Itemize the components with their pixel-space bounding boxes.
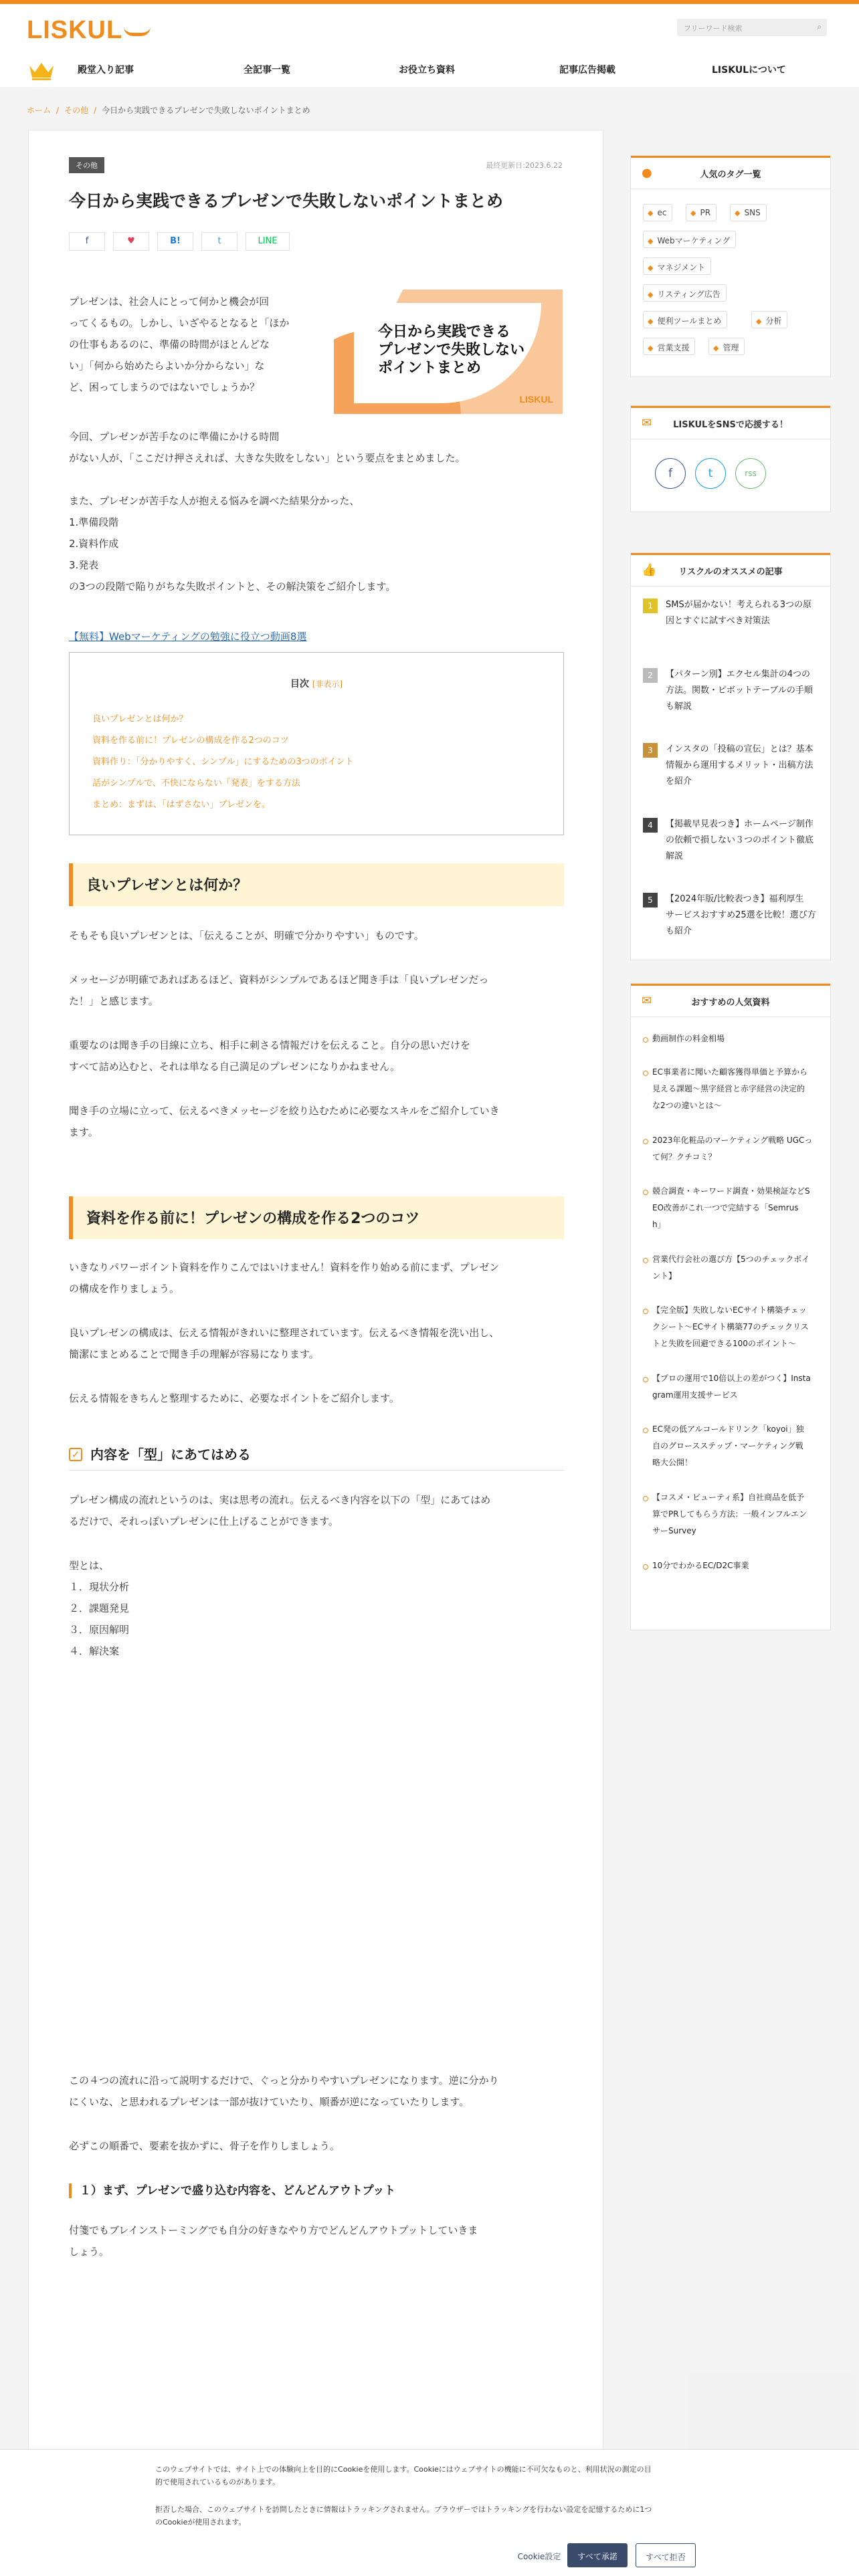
sidebar-sns: ✉ LISKULをSNSで応援する！ f t rss <box>630 405 831 512</box>
section-heading: 良いプレゼンとは何か？ <box>69 863 564 906</box>
tag-icon: ◆ <box>648 237 654 245</box>
tag-icon: ◆ <box>648 317 654 326</box>
resource-link[interactable]: EC発の低アルコールドリンク「koyoi」独 自のグロースステップ・マーケティング戦 略大公開！ <box>643 1421 820 1471</box>
share-line-button[interactable]: LINE <box>246 232 290 251</box>
paragraph: いきなりパワーポイント資料を作りこんではいけません！資料を作り始める前にまず、プレゼン の構成を作りましょう。 <box>69 1261 500 1295</box>
types-list: 型とは、 １．現状分析 ２．課題発見 ３．原因解明 ４．解決案 <box>69 1560 130 1657</box>
cookie-accept-all-button[interactable]: すべて承諾 <box>567 2543 628 2567</box>
tag-item[interactable]: ◆ 分析 <box>751 311 787 328</box>
toc-toggle[interactable]: [非表示] <box>312 679 343 689</box>
share-hatena-button[interactable]: B! <box>157 232 193 251</box>
tag-icon: ◆ <box>713 344 719 352</box>
search-icon[interactable]: ⌕ <box>817 22 822 31</box>
ranking-item[interactable]: 3 インスタの「投稿の宣伝」とは？基本 情報から運用するメリット・出稿方法 を紹介 <box>643 742 820 802</box>
resource-link[interactable]: 【プロの運用で10倍以上の差がつく】Insta gram運用支援サービス <box>643 1370 820 1404</box>
paragraph: 必ずこの順番で、要素を抜かずに、骨子を作りしましょう。 <box>69 2140 340 2152</box>
sidebar-popular-resources: ✉ おすすめの人気資料 動画制作の料金相場 EC事業者に聞いた顧客獲得単価と予算から 見える課題〜黒字経営と赤字経営の決定的 な2つの違いとは〜 2023年化粧品のマーケティング戦略 UGCっ て何？クチコミ？ 競合調査・キーワード調査・効果検証などS EO改善がこれ一つで完結する「Semrus h」 営業代行会社の選び方【5つのチェックポイ ント】 【完全版】失敗しないECサイト構築チェッ クシート〜ECサイト構築77のチェックリス トと失敗を回避できる100のポイント〜 【プロの運用で10倍以上の差がつく】Insta gram運用支援サービス EC発の低アルコールドリンク「koyoi」独 自のグロースステップ・マーケティング戦 略大公開！ 【コスメ・ビューティ系】自社商品を低予 算でPRしてもらう方法：一般インフルエン サーSurvey 10分でわかるEC/D2C事業 <box>630 983 831 1630</box>
tag-icon: ◆ <box>648 290 654 299</box>
paragraph: 伝える情報をきちんと整理するために、必要なポイントをご紹介します。 <box>69 1392 399 1404</box>
checkbox-icon: ✓ <box>69 1448 82 1461</box>
section-heading: 資料を作る前に！プレゼンの構成を作る2つのコツ <box>69 1196 564 1239</box>
site-header <box>0 4 859 87</box>
cookie-banner <box>0 2449 859 2576</box>
promo-video-link[interactable]: 【無料】Webマーケティングの勉強に役立つ動画8選 <box>69 631 307 643</box>
ranking-item[interactable]: 5 【2024年版/比較表つき】福利厚生 サービスおすすめ25選を比較！選び方 も紹介 <box>643 891 820 952</box>
tag-icon: ◆ <box>648 209 654 217</box>
cookie-text: 拒否した場合、このウェブサイトを訪問したときに情報はトラッキングされません。ブラウザーではトラッキングを行わない設定を記憶するために1つ のCookieが使用されます。 <box>155 2505 652 2527</box>
cookie-reject-all-button[interactable]: すべて拒否 <box>636 2543 696 2567</box>
tag-item[interactable]: ◆ PR <box>686 204 717 221</box>
facebook-icon[interactable]: f <box>655 458 686 489</box>
tag-item[interactable]: ◆ 便利ツールまとめ <box>643 311 727 328</box>
tag-item[interactable]: ◆ リスティング広告 <box>643 284 727 302</box>
toc-item[interactable]: 資料作り：「分かりやすく、シンプル」にするための3つのポイント <box>92 757 354 767</box>
step-heading: １）まず、プレゼンで盛り込む内容を、どんどんアウトプット <box>69 2183 564 2198</box>
hero-image: 今日から実践できる プレゼンで失敗しない ポイントまとめ LISKUL <box>334 290 563 414</box>
paragraph: また、プレゼンが苦手な人が抱える悩みを調べた結果分かった、 1.準備段階 2.資料作成 3.発表 の3つの段階で陥りがちな失敗ポイントと、その解決策をご紹介します。 <box>69 495 396 593</box>
hero-logo: LISKUL <box>519 394 553 405</box>
ranking-item[interactable]: 1 SMSが届かない！考えられる3つの原 因とすぐに試すべき対策法 <box>643 597 820 651</box>
toc-item[interactable]: 話がシンプルで、不快にならない「発表」をする方法 <box>92 778 300 788</box>
resource-link[interactable]: 営業代行会社の選び方【5つのチェックポイ ント】 <box>643 1251 820 1285</box>
twitter-icon[interactable]: t <box>695 458 726 489</box>
nav-resources[interactable]: お役立ち資料 <box>399 65 455 76</box>
intro-paragraph: プレゼンは、社会人にとって何かと機会が回 ってくるもの。しかし、いざやるとなると「ほか の仕事もあるのに、準備の時間がほとんどな い」「何から始めたらよいか分からない」な ど、困ってしまうのではないでしょうか？ <box>69 296 290 393</box>
tag-icon: ◆ <box>735 209 741 217</box>
tag-icon: ◆ <box>690 209 696 217</box>
resource-link[interactable]: 【完全版】失敗しないECサイト構築チェッ クシート〜ECサイト構築77のチェックリス トと失敗を回避できる100のポイント〜 <box>643 1302 820 1352</box>
paragraph: 重要なのは聞き手の目線に立ち、相手に刺さる情報だけを伝えること。自分の思いだけを すべて詰め込むと、それは単なる自己満足のプレゼンになりかねません。 <box>69 1039 471 1073</box>
tag-item[interactable]: ◆ Webマーケティング <box>643 231 736 248</box>
tag-item[interactable]: ◆ マネジメント <box>643 257 711 275</box>
nav-ad-placement[interactable]: 記事広告掲載 <box>559 65 615 76</box>
crown-icon <box>28 60 55 80</box>
rss-icon[interactable]: rss <box>735 458 766 489</box>
article-title: 今日から実践できるプレゼンで失敗しないポイントまとめ <box>69 191 504 211</box>
breadcrumb-current: 今日から実践できるプレゼンで失敗しないポイントまとめ <box>102 106 310 115</box>
updated-date: 最終更新日:2023.6.22 <box>486 161 563 170</box>
nav-about[interactable]: LISKULについて <box>712 65 786 76</box>
resource-link[interactable]: 10分でわかるEC/D2C事業 <box>643 1558 820 1574</box>
breadcrumb-home[interactable]: ホーム <box>27 106 52 115</box>
resource-link[interactable]: 動画制作の料金相場 <box>643 1031 820 1047</box>
tag-icon: ◆ <box>648 344 654 352</box>
toc-item[interactable]: まとめ：まずは、「はずさない」プレゼンを。 <box>92 800 270 810</box>
global-nav <box>0 53 859 87</box>
paragraph: 聞き手の立場に立って、伝えるべきメッセージを絞り込むために必要なスキルをご紹介していき ます。 <box>69 1105 500 1138</box>
tag-item[interactable]: ◆ ec <box>643 204 672 221</box>
share-twitter-button[interactable]: t <box>201 232 237 251</box>
resource-link[interactable]: 【コスメ・ビューティ系】自社商品を低予 算でPRしてもらう方法：一般インフルエン サーSurvey <box>643 1489 820 1539</box>
nav-hall-of-fame[interactable]: 殿堂入り記事 <box>78 65 134 76</box>
share-pocket-button[interactable]: ♥ <box>113 232 149 251</box>
category-badge[interactable]: その他 <box>69 157 104 173</box>
nav-all-articles[interactable]: 全記事一覧 <box>244 65 290 76</box>
resource-link[interactable]: 競合調査・キーワード調査・効果検証などS EO改善がこれ一つで完結する「Semrus h」 <box>643 1183 820 1233</box>
paragraph: メッセージが明確であればあるほど、資料がシンプルであるほど聞き手は「良いプレゼンだっ た！」と感じます。 <box>69 974 489 1007</box>
sidebar-ranking: 👍 リスクルのオススメの記事 1 SMSが届かない！考えられる3つの原 因とすぐに試すべき対策法 2 【パターン別】エクセル集計の4つの 方法。関数・ピボットテーブルの手順 も解説 3 インスタの「投稿の宣伝」とは？基本 情報から運用するメリット・出稿方法 を紹介 4 【掲載早見表つき】ホームページ制作 の依頼で損しない３つのポイント徹底 解説 5 【2024年版/比較表つき】福利厚生 サービスおすすめ25選を比較！選び方 も紹介 <box>630 552 831 960</box>
breadcrumb: ホーム / その他 / 今日から実践できるプレゼンで失敗しないポイントまとめ <box>27 106 310 115</box>
sidebar-tags: ● 人気のタグ一覧 ◆ ec ◆ PR ◆ SNS ◆ Webマーケティング ◆ マネジメント ◆ リスティング広告 ◆ 便利ツールまとめ ◆ 分析 ◆ 営業支援 ◆ 管理 <box>630 155 831 377</box>
paragraph: そもそも良いプレゼンとは、「伝えることが、明確で分かりやすい」ものです。 <box>69 930 424 942</box>
search-input[interactable]: フリーワード検索 ⌕ <box>677 19 827 36</box>
paragraph: プレゼン構成の流れというのは、実は思考の流れ。伝えるべき内容を以下の「型」にあてはめ るだけで、それっぽいプレゼンに仕上げることができます。 <box>69 1494 491 1527</box>
resource-link[interactable]: 2023年化粧品のマーケティング戦略 UGCっ て何？クチコミ？ <box>643 1132 820 1166</box>
thumbs-up-icon: 👍 <box>642 563 657 577</box>
tag-item[interactable]: ◆ 管理 <box>708 338 745 355</box>
table-of-contents: 目次 [非表示] 良いプレゼンとは何か？ 資料を作る前に！プレゼンの構成を作る2つのコツ 資料作り：「分かりやすく、シンプル」にするための3つのポイント 話がシンプルで、不快にならない「発表」をする方法 まとめ：まずは、「はずさない」プレゼンを。 <box>69 652 564 835</box>
paragraph: 今回、プレゼンが苦手なのに準備にかける時間 がない人が、「ここだけ押さえれば、大きな失敗をしない」という要点をまとめました。 <box>69 431 466 464</box>
article-main <box>28 130 603 2576</box>
cookie-settings-button[interactable]: Cookie設定 <box>517 2552 561 2561</box>
tag-icon: ● <box>642 166 652 180</box>
toc-item[interactable]: 資料を作る前に！プレゼンの構成を作る2つのコツ <box>92 736 289 746</box>
mail-icon: ✉ <box>642 994 652 1008</box>
tag-item[interactable]: ◆ SNS <box>730 204 767 221</box>
site-logo[interactable]: LISKUL <box>27 16 151 45</box>
ranking-item[interactable]: 4 【掲載早見表つき】ホームページ制作 の依頼で損しない３つのポイント徹底 解説 <box>643 817 820 877</box>
share-facebook-button[interactable]: f <box>69 232 105 251</box>
paragraph: この４つの流れに沿って説明するだけで、ぐっと分かりやすいプレゼンになります。逆に分かり にくいな、と思われるプレゼンは一部が抜けていたり、順番が逆になっていたりします。 <box>69 2074 499 2108</box>
resource-link[interactable]: EC事業者に聞いた顧客獲得単価と予算から 見える課題〜黒字経営と赤字経営の決定的 な2つの違いとは〜 <box>643 1064 820 1114</box>
paragraph: 付箋でもブレインストーミングでも自分の好きなやり方でどんどんアウトプットしていきま しょう。 <box>69 2224 478 2258</box>
tag-icon: ◆ <box>648 263 654 272</box>
toc-item[interactable]: 良いプレゼンとは何か？ <box>92 714 188 724</box>
tag-item[interactable]: ◆ 営業支援 <box>643 338 695 355</box>
breadcrumb-category[interactable]: その他 <box>64 106 89 115</box>
paragraph: 良いプレゼンの構成は、伝える情報がきれいに整理されています。伝えるべき情報を洗い出し、 簡潔にまとめることで聞き手の理解が容易になります。 <box>69 1327 500 1360</box>
subsection-heading: ✓ 内容を「型」にあてはめる <box>69 1444 564 1471</box>
ranking-item[interactable]: 2 【パターン別】エクセル集計の4つの 方法。関数・ピボットテーブルの手順 も解説 <box>643 667 820 727</box>
mail-icon: ✉ <box>642 416 652 430</box>
tag-icon: ◆ <box>756 317 762 326</box>
cookie-text: このウェブサイトでは、サイト上での体験向上を目的にCookieを使用します。Cookieにはウェブサイトの機能に不可欠なものと、利用状況の測定の目 的で使用されているものがあります。 <box>155 2465 652 2486</box>
